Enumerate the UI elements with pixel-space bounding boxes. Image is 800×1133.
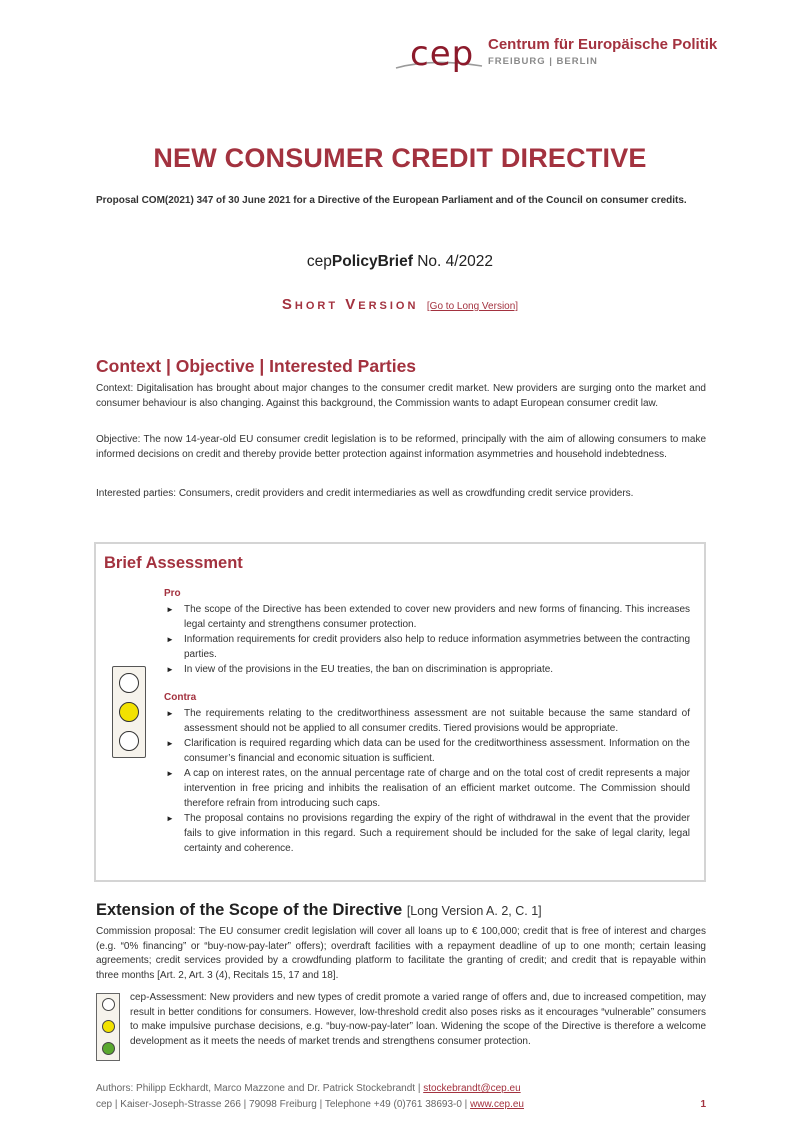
interested-paragraph: Interested parties: Consumers, credit providers and credit intermediaries as well as crowdfunding credit service providers. (96, 488, 634, 499)
objective-paragraph: Objective: The now 14-year-old EU consumer credit legislation is to be reformed, principally with the aim of allowing consumers to make informed decisions on credit and thereby provide better protection against information asymmetries and household indebtedness. (96, 434, 706, 460)
author-email-link[interactable]: stockebrandt@cep.eu (423, 1083, 521, 1094)
extension-heading (96, 901, 542, 920)
brief-num: No. 4/2022 (412, 253, 494, 270)
contra-list (164, 706, 690, 856)
list-item: ► In view of the provisions in the EU treaties, the ban on discrimination is appropriate. (166, 664, 554, 675)
lamp-bottom (119, 731, 139, 751)
website-link[interactable]: www.cep.eu (470, 1099, 524, 1110)
triangle-bullet-icon: ► (166, 635, 174, 644)
page-number: 1 (700, 1099, 706, 1110)
triangle-bullet-icon: ► (166, 665, 174, 674)
triangle-bullet-icon: ► (166, 739, 174, 748)
lamp-middle-small (102, 1020, 115, 1033)
brief-assessment-box (94, 542, 706, 882)
short-version-title: Short Version (281, 296, 419, 313)
triangle-bullet-icon: ► (166, 709, 174, 718)
authors-text: Authors: Philipp Eckhardt, Marco Mazzone and Dr. Patrick Stockebrandt | (96, 1083, 424, 1094)
list-item: ► Clarification is required regarding which data can be used for the creditworthiness assessment. Information on the consumer’s financial and economic situation is sufficient. (166, 738, 690, 764)
list-item: ► Information requirements for credit providers also help to reduce information asymmetries between the contracting parties. (166, 634, 690, 660)
proposal-reference: Proposal COM(2021) 347 of 30 June 2021 for a Directive of the European Parliament and of the Council on consumer credits. (96, 195, 687, 206)
logo-text: cep (410, 34, 475, 74)
brief-prefix: cep (306, 253, 332, 270)
brief-bold: PolicyBrief (331, 253, 413, 270)
list-item: ► A cap on interest rates, on the annual percentage rate of charge and on the total cost of credit represents a major intervention in free pricing and inhibits the realisation of an efficient market outcome. The Commission should therefore refrain from introducing such caps. (166, 768, 690, 809)
triangle-bullet-icon: ► (166, 605, 174, 614)
page-title: NEW CONSUMER CREDIT DIRECTIVE (153, 143, 647, 173)
org-name: Centrum für Europäische Politik (488, 36, 718, 53)
list-item: ► The requirements relating to the creditworthiness assessment are not suitable because the same standard of assessment should not be applied to all consumer credits. Tiered provisions would be appropriate. (166, 708, 690, 734)
pro-label: Pro (164, 588, 181, 599)
cep-logo (392, 28, 722, 78)
assessment-title: Brief Assessment (104, 554, 243, 572)
long-version-link[interactable]: [Go to Long Version] (426, 301, 519, 312)
traffic-light-small-icon (96, 993, 120, 1061)
org-cities: FREIBURG | BERLIN (488, 56, 598, 67)
policy-brief-number (0, 253, 800, 271)
footer-address (96, 1099, 706, 1110)
commission-proposal-paragraph: Commission proposal: The EU consumer credit legislation will cover all loans up to € 100,000; credit that is free of interest and charges (e.g. “0% financing” or “buy-now-pay-later” offers); overdraft facilities with a repayment deadline of up to one month; certain leasing agreements; credit services provided by a crowdfunding platform to facilitate the granting of credit; and credit that is repayable within three months [Art. 2, Art. 3 (4), Recitals 15, 17 and 18]. (96, 926, 706, 981)
pro-list (164, 602, 690, 677)
traffic-light-icon (112, 666, 146, 758)
long-version-reference: [Long Version A. 2, C. 1] (406, 904, 542, 918)
lamp-bottom-small (102, 1042, 115, 1055)
footer-authors (96, 1083, 706, 1094)
contra-label: Contra (164, 692, 197, 703)
list-item: ► The scope of the Directive has been extended to cover new providers and new forms of financing. This increases legal certainty and strengthens consumer protection. (166, 604, 690, 630)
short-version-header (0, 296, 800, 314)
triangle-bullet-icon: ► (166, 769, 174, 778)
lamp-top-small (102, 998, 115, 1011)
context-paragraph: Context: Digitalisation has brought about major changes to the consumer credit market. New providers are surging onto the market and consumer behaviour is also changing. Against this background, the Commission wants to adapt European consumer credit law. (96, 383, 706, 409)
triangle-bullet-icon: ► (166, 814, 174, 823)
list-item: ► The proposal contains no provisions regarding the expiry of the right of withdrawal in the event that the provider fails to give information in this regard. Such a requirement should be included for the sake of legal clarity, legal certainty and coherence. (166, 813, 690, 854)
cep-assessment-paragraph: cep-Assessment: New providers and new types of credit promote a varied range of offers and, due to increased competition, may result in better conditions for consumers. However, low-threshold credit also poses risks as it encourages “vulnerable” consumers to make impulsive purchase decisions, e.g. “buy-now-pay-later” loan. Widening the scope of the Directive is therefore a welcome development as it meets the needs of market trends and strengthens consumer protection. (130, 992, 706, 1047)
lamp-top (119, 673, 139, 693)
context-heading: Context | Objective | Interested Parties (96, 356, 417, 376)
address-text: cep | Kaiser-Joseph-Strasse 266 | 79098 Freiburg | Telephone +49 (0)761 38693-0 | (96, 1099, 471, 1110)
lamp-middle (119, 702, 139, 722)
extension-heading-text: Extension of the Scope of the Directive (96, 901, 403, 919)
